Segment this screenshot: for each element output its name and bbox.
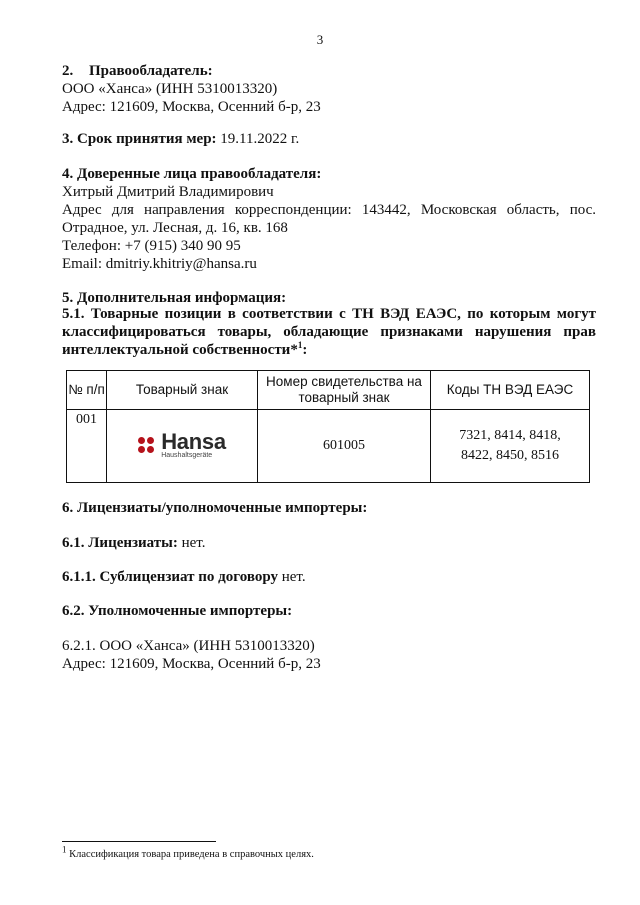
hansa-logo [138, 429, 226, 460]
footnote-ref: 1 [297, 340, 303, 350]
trademark-cell [107, 410, 258, 483]
section-6-1-1-label: 6.1.1. Сублицензиат по договору [62, 569, 278, 585]
section-6-1-1-line [62, 568, 596, 586]
hansa-logo-subtitle: Haushaltsgeräte [161, 452, 213, 459]
footnote-marker: 1 [62, 844, 67, 855]
trademark-table [66, 370, 590, 483]
trustee-address: Адрес для направления корреспонденции: 143442, Московская область, пос. Отрадное, ул. Лесная, д. 16, кв. 168 [62, 202, 596, 236]
section-4-heading: 4. Доверенные лица правообладателя: [62, 166, 322, 182]
trustee-phone: Телефон: +7 (915) 340 90 95 [62, 238, 241, 254]
customs-codes: 7321, 8414, 8418, 8422, 8450, 8516 [431, 410, 590, 483]
section-5-1-colon: : [302, 342, 308, 358]
certificate-number: 601005 [258, 410, 431, 483]
header-codes: Коды ТН ВЭД ЕАЭС [431, 371, 590, 410]
section-6-1-1-value: нет. [277, 569, 306, 585]
rightholder-org: ООО «Ханса» (ИНН 5310013320) [62, 81, 278, 97]
hansa-logo-mark-icon [138, 437, 156, 455]
hansa-logo-word: Hansa [161, 429, 226, 454]
section-2-title: Правообладатель: [89, 63, 213, 79]
section-6-1-label: 6.1. Лицензиаты: [62, 535, 178, 551]
section-5-1-text: 5.1. Товарные позиции в соответствии с ТН ВЭД ЕАЭС, по которым могут классифицироваться товары, обладающие признаками нарушения прав интеллектуальной собственности* [62, 306, 596, 358]
footnote [62, 844, 314, 861]
footnote-divider [62, 841, 216, 842]
table-header-row [67, 371, 590, 410]
trustee-name: Хитрый Дмитрий Владимирович [62, 184, 274, 200]
header-num: № п/п [67, 371, 107, 410]
page-number: 3 [316, 32, 324, 47]
rightholder-address: Адрес: 121609, Москва, Осенний б-р, 23 [62, 99, 321, 115]
section-6-heading: 6. Лицензиаты/уполномоченные импортеры: [62, 500, 368, 516]
section-6-1-line [62, 534, 596, 552]
section-6-2-heading: 6.2. Уполномоченные импортеры: [62, 603, 293, 619]
section-5-1-heading [62, 305, 596, 359]
section-3-label: 3. Срок принятия мер: [62, 131, 217, 147]
section-2-heading [62, 62, 596, 80]
row-num: 001 [67, 410, 107, 483]
section-5-heading: 5. Дополнительная информация: [62, 290, 287, 306]
importer-address: Адрес: 121609, Москва, Осенний б-р, 23 [62, 656, 321, 672]
section-3-value: 19.11.2022 г. [216, 131, 300, 147]
header-trademark: Товарный знак [107, 371, 258, 410]
section-2-number: 2. [62, 63, 74, 79]
section-3-line [62, 130, 596, 148]
importer-org: 6.2.1. ООО «Ханса» (ИНН 5310013320) [62, 638, 315, 654]
header-certificate: Номер свидетельства на товарный знак [258, 371, 431, 410]
section-6-1-value: нет. [177, 535, 206, 551]
footnote-text: Классификация товара приведена в справочных целях. [66, 849, 314, 860]
table-row [67, 410, 590, 483]
trustee-email: Email: dmitriy.khitriy@hansa.ru [62, 256, 257, 272]
